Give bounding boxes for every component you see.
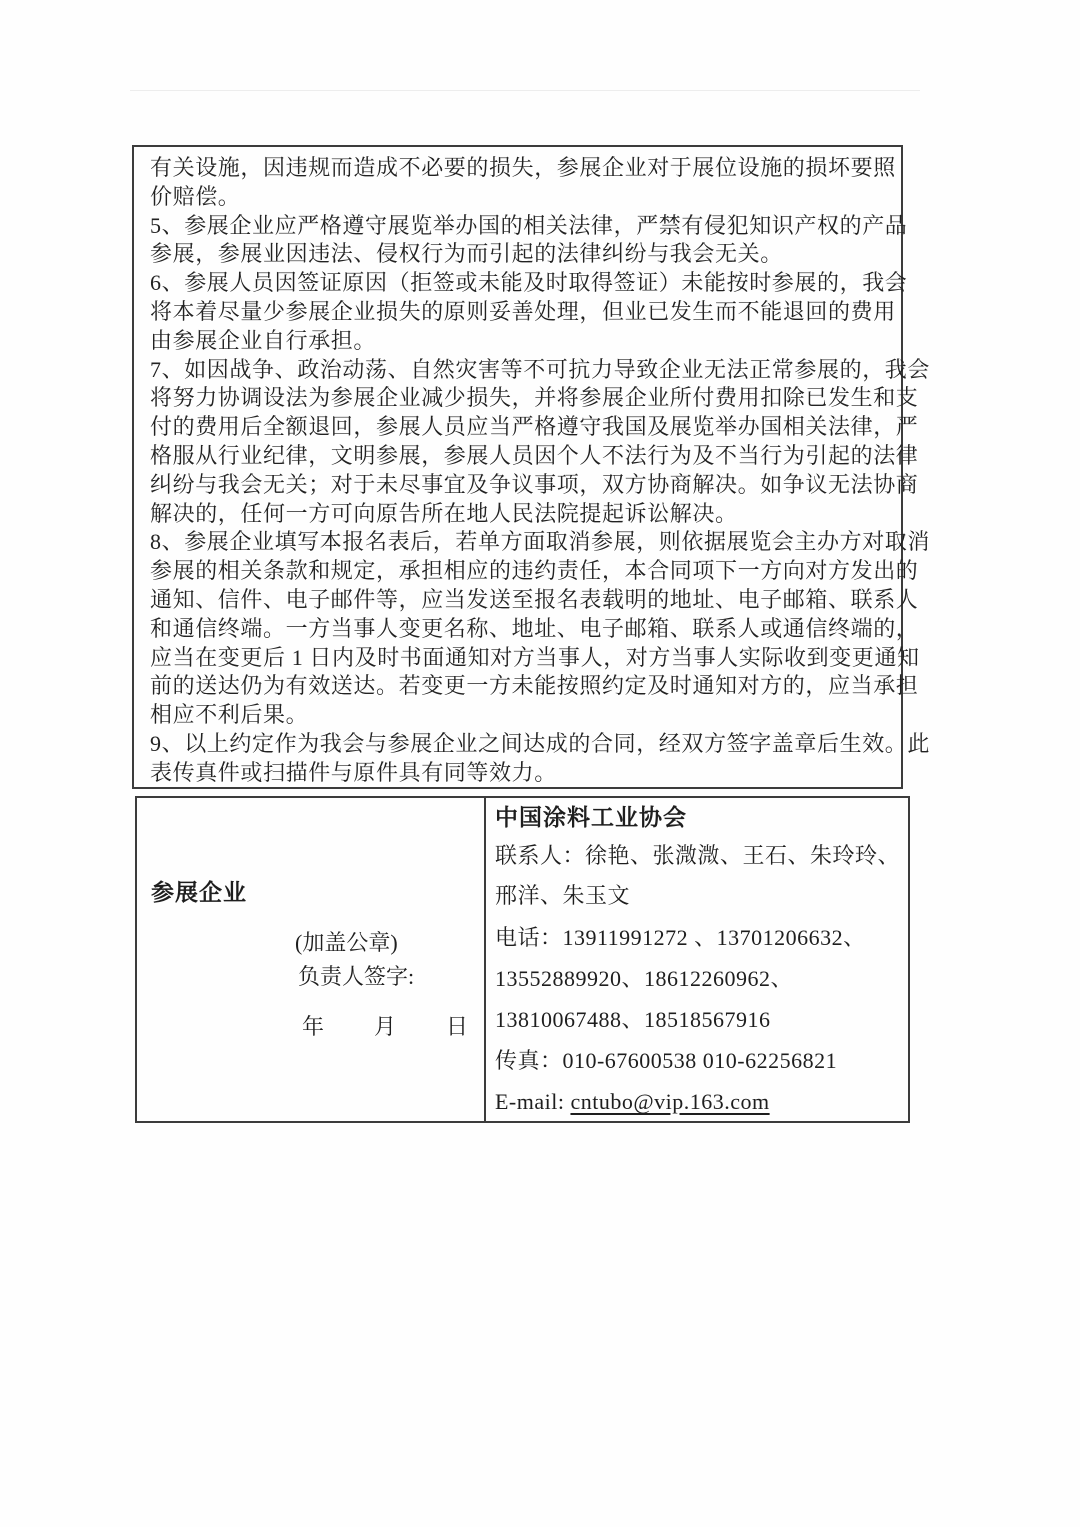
phone-line: 13552889920、18612260962、 [494, 966, 793, 991]
terms-line: 通知、信件、电子邮件等，应当发送至报名表载明的地址、电子邮箱、联系人 [150, 586, 919, 612]
terms-line: 8、参展企业填写本报名表后，若单方面取消参展，则依据展览会主办方对取消 [150, 529, 931, 555]
terms-line: 解决的，任何一方可向原告所在地人民法院提起诉讼解决。 [150, 500, 738, 526]
terms-line: 将本着尽量少参展企业损失的原则妥善处理，但业已发生而不能退回的费用 [150, 298, 896, 324]
terms-line: 7、如因战争、政治动荡、自然灾害等不可抗力导致企业无法正常参展的，我会 [150, 356, 931, 382]
terms-line: 5、参展企业应严格遵守展览举办国的相关法律，严禁有侵犯知识产权的产品 [150, 212, 908, 238]
exhibitor-label: 参展企业 [151, 880, 247, 905]
terms-line: 由参展企业自行承担。 [150, 327, 377, 353]
association-name: 中国涂料工业协会 [494, 805, 687, 830]
date-line: 年 月 日 [302, 1014, 471, 1039]
seal-note: (加盖公章) [295, 930, 398, 955]
email-label: E-mail: [494, 1089, 571, 1114]
terms-box [132, 145, 931, 789]
terms-line: 付的费用后全额退回，参展人员应当严格遵守我国及展览举办国相关法律，严 [150, 414, 919, 440]
phone-line: 13810067488、18518567916 [494, 1007, 771, 1032]
terms-line: 参展，参展业因违法、侵权行为而引起的法律纠纷与我会无关。 [150, 241, 783, 267]
terms-line: 参展的相关条款和规定，承担相应的违约责任，本合同项下一方向对方发出的 [150, 558, 919, 584]
email-line [495, 1087, 900, 1117]
exhibitor-signature-cell [137, 798, 486, 1121]
terms-line: 有关设施，因违规而造成不必要的损失，参展企业对于展位设施的损坏要照 [150, 155, 896, 180]
terms-line: 价赔偿。 [150, 183, 241, 209]
terms-line: 将努力协调设法为参展企业减少损失，并将参展企业所付费用扣除已发生和支 [150, 385, 919, 411]
terms-line: 纠纷与我会无关；对于未尽事宜及争议事项，双方协商解决。如争议无法协商 [150, 471, 919, 497]
terms-line: 和通信终端。一方当事人变更名称、地址、电子邮箱、联系人或通信终端的， [150, 615, 919, 641]
contacts-line: 邢洋、朱玉文 [494, 883, 630, 908]
email-address: cntubo@vip.163.com [570, 1089, 770, 1114]
association-contact-cell [486, 798, 908, 1121]
terms-line: 9、以上约定作为我会与参展企业之间达成的合同，经双方签字盖章后生效。此 [150, 730, 931, 756]
terms-line: 前的送达仍为有效送达。若变更一方未能按照约定及时通知对方的，应当承担 [150, 673, 919, 699]
signature-table [135, 796, 910, 1123]
terms-line: 相应不利后果。 [150, 702, 309, 728]
signature-label: 负责人签字: [298, 964, 415, 989]
terms-line: 6、参展人员因签证原因（拒签或未能及时取得签证）未能按时参展的，我会 [150, 270, 908, 296]
fax-line: 传真：010-67600538 010-62256821 [494, 1048, 838, 1073]
terms-line: 表传真件或扫描件与原件具有同等效力。 [150, 759, 557, 785]
phone-line: 电话：13911991272 、13701206632、 [494, 925, 866, 950]
terms-line: 格服从行业纪律，文明参展，参展人员因个人不法行为及不当行为引起的法律 [150, 442, 919, 468]
contacts-line: 联系人：徐艳、张溦溦、王石、朱玲玲、 [494, 843, 900, 868]
scan-artifact-line [130, 90, 920, 91]
terms-line: 应当在变更后 1 日内及时书面通知对方当事人，对方当事人实际收到变更通知 [150, 644, 920, 670]
